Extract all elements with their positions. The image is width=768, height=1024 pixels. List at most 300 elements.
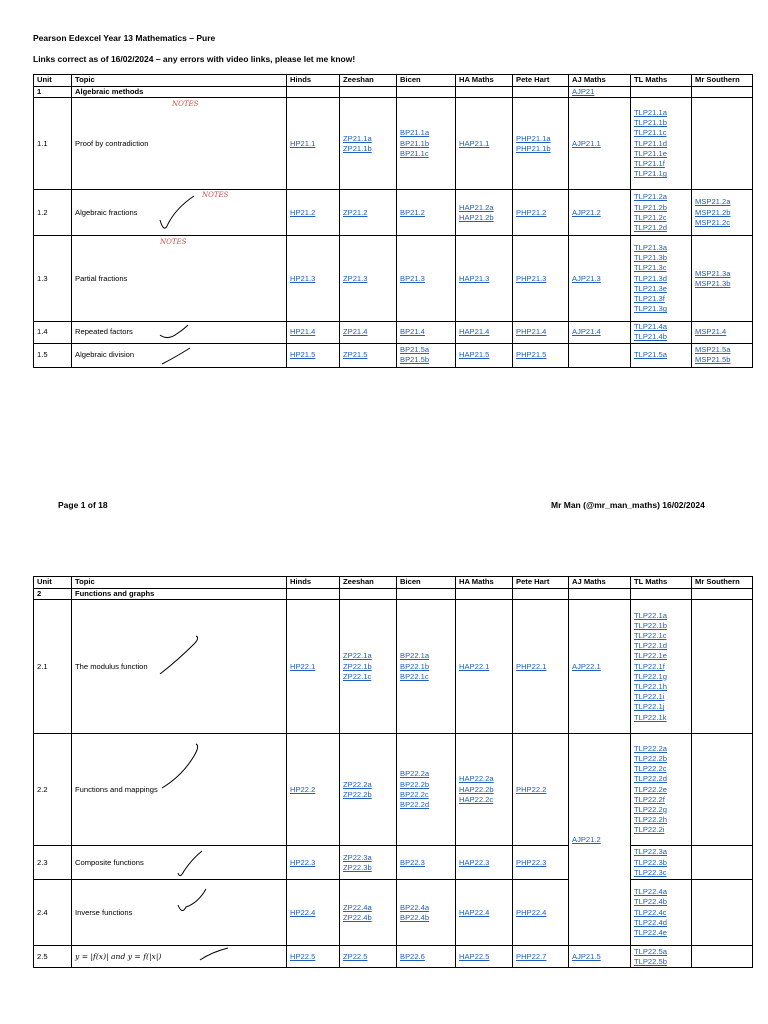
bicen-cell: [397, 946, 456, 968]
video-link[interactable]: TLP21.3b: [634, 253, 667, 263]
video-link[interactable]: ZP22.1b: [343, 661, 372, 671]
video-link[interactable]: ZP21.1b: [343, 143, 372, 153]
column-header: Unit: [34, 577, 72, 589]
video-link[interactable]: MSP21.3a: [695, 268, 731, 278]
video-link[interactable]: HAP22.4: [459, 907, 490, 917]
mr-southern-cell: [692, 946, 753, 968]
column-header: Zeeshan: [340, 75, 397, 87]
empty-cell: [513, 87, 569, 98]
video-link[interactable]: TLP21.1f: [634, 159, 665, 168]
section-row: [34, 589, 753, 600]
topic-label: Algebraic fractions: [75, 207, 138, 217]
video-link[interactable]: PHP22.3: [516, 857, 547, 867]
handwritten-tick-icon: [160, 742, 204, 792]
hinds-cell: [287, 880, 340, 946]
video-link[interactable]: TLP21.2b: [634, 202, 667, 212]
table-row: [34, 343, 753, 367]
video-link[interactable]: BP21.5a: [400, 344, 430, 354]
tl-maths-cell: [631, 946, 692, 968]
video-link[interactable]: HP22.4: [290, 907, 316, 917]
video-link[interactable]: TLP21.5a: [634, 350, 667, 359]
mr-southern-cell: [692, 236, 753, 322]
zeeshan-cell: [340, 322, 397, 343]
video-link[interactable]: TLP22.5a: [634, 946, 667, 956]
unit-cell: 1.5: [34, 343, 72, 367]
video-link[interactable]: BP22.3: [400, 857, 425, 867]
ha-maths-cell: [456, 343, 513, 367]
table-row: [34, 946, 753, 968]
video-link[interactable]: MSP21.5a: [695, 344, 731, 354]
links-table-1: [33, 74, 753, 368]
page-label: Page: [58, 500, 81, 510]
zeeshan-cell: [340, 734, 397, 846]
column-header: HA Maths: [456, 577, 513, 589]
video-link[interactable]: TLP22.4e: [634, 928, 667, 937]
aj-maths-cell: [569, 98, 631, 190]
video-link[interactable]: TLP22.1c: [634, 630, 667, 640]
handwritten-tick-icon: [158, 634, 202, 684]
video-link[interactable]: TLP22.1d: [634, 641, 667, 651]
zeeshan-cell: [340, 343, 397, 367]
video-link[interactable]: TLP22.1f: [634, 661, 665, 671]
video-link[interactable]: PHP21.1b: [516, 143, 551, 153]
video-link[interactable]: AJP21.1: [572, 138, 601, 148]
video-link[interactable]: HAP22.2a: [459, 774, 494, 784]
document-title: Pearson Edexcel Year 13 Mathematics – Pure: [33, 33, 216, 43]
aj-maths-cell: [569, 734, 631, 946]
column-header: HA Maths: [456, 75, 513, 87]
bicen-cell: [397, 600, 456, 734]
video-link[interactable]: AJP21: [572, 87, 595, 96]
ha-maths-cell: [456, 880, 513, 946]
video-link[interactable]: HAP21.3: [459, 273, 490, 283]
empty-cell: [397, 87, 456, 98]
bicen-cell: [397, 734, 456, 846]
video-link[interactable]: TLP22.1b: [634, 620, 667, 630]
video-link[interactable]: AJP22.1: [572, 661, 601, 671]
ha-maths-cell: [456, 946, 513, 968]
column-header: Pete Hart: [513, 577, 569, 589]
mr-southern-cell: [692, 880, 753, 946]
video-link[interactable]: PHP22.1: [516, 661, 547, 671]
video-link[interactable]: TLP22.1a: [634, 610, 667, 620]
pete-hart-cell: [513, 236, 569, 322]
video-link[interactable]: TLP22.3b: [634, 857, 667, 867]
video-link[interactable]: BP21.4: [400, 327, 425, 337]
hinds-cell: [287, 98, 340, 190]
video-link[interactable]: BP22.2d: [400, 799, 430, 809]
video-link[interactable]: TLP22.2i: [634, 825, 665, 835]
video-link[interactable]: HAP22.1: [459, 661, 490, 671]
handwritten-tick-icon: [160, 346, 194, 366]
video-link[interactable]: TLP21.2d: [634, 222, 667, 232]
video-link[interactable]: ZP22.3b: [343, 862, 372, 872]
empty-cell: [456, 589, 513, 600]
unit-cell: 2: [34, 589, 72, 600]
video-link[interactable]: ZP21.4: [343, 327, 368, 337]
video-link[interactable]: HAP21.5: [459, 350, 490, 359]
video-link[interactable]: BP22.4a: [400, 902, 430, 912]
video-link[interactable]: TLP21.3f: [634, 294, 665, 303]
pete-hart-cell: [513, 946, 569, 968]
bicen-cell: [397, 343, 456, 367]
video-link[interactable]: HP22.5: [290, 951, 316, 961]
handwritten-note: NOTES: [172, 100, 199, 109]
tl-maths-cell: [631, 734, 692, 846]
video-link[interactable]: BP22.6: [400, 951, 425, 961]
topic-cell: [72, 734, 287, 846]
topic-label: Algebraic division: [75, 350, 135, 359]
video-link[interactable]: BP21.1a: [400, 128, 430, 138]
video-link[interactable]: TLP21.3d: [634, 273, 667, 283]
column-header: AJ Maths: [569, 577, 631, 589]
topic-cell: Functions and graphs: [72, 589, 287, 600]
topic-cell: [72, 236, 287, 322]
video-link[interactable]: HAP22.2c: [459, 794, 494, 804]
empty-cell: [456, 87, 513, 98]
video-link[interactable]: HAP21.1: [459, 138, 490, 148]
topic-cell: [72, 600, 287, 734]
handwritten-note: NOTES: [202, 191, 229, 200]
table-row: [34, 600, 753, 734]
aj-maths-cell: [569, 190, 631, 236]
tl-maths-cell: [631, 880, 692, 946]
video-link[interactable]: AJP21.2: [572, 834, 601, 844]
video-link[interactable]: TLP21.4b: [634, 332, 667, 342]
video-link[interactable]: ZP21.2: [343, 207, 368, 217]
bicen-cell: [397, 322, 456, 343]
unit-cell: 2.2: [34, 734, 72, 846]
hinds-cell: [287, 322, 340, 343]
column-header: TL Maths: [631, 577, 692, 589]
hinds-cell: [287, 190, 340, 236]
video-link[interactable]: ZP22.1a: [343, 651, 372, 661]
page-number: 1: [80, 500, 86, 510]
video-link[interactable]: TLP21.1e: [634, 148, 667, 158]
video-link[interactable]: MSP21.2b: [695, 207, 731, 217]
topic-cell: [72, 98, 287, 190]
empty-cell: [513, 589, 569, 600]
video-link[interactable]: TLP22.1g: [634, 671, 667, 681]
video-link[interactable]: TLP22.5b: [634, 956, 667, 966]
aj-maths-cell: [569, 589, 631, 600]
mr-southern-cell: [692, 98, 753, 190]
video-link[interactable]: ZP22.1c: [343, 671, 372, 681]
mr-southern-cell: [692, 190, 753, 236]
zeeshan-cell: [340, 190, 397, 236]
unit-cell: 2.4: [34, 880, 72, 946]
video-link[interactable]: AJP21.4: [572, 327, 601, 337]
pete-hart-cell: [513, 190, 569, 236]
zeeshan-cell: [340, 846, 397, 880]
unit-cell: 2.5: [34, 946, 72, 968]
ha-maths-cell: [456, 190, 513, 236]
video-link[interactable]: HP21.5: [290, 350, 316, 359]
mr-southern-cell: [692, 600, 753, 734]
table-row: [34, 236, 753, 322]
video-link[interactable]: TLP22.1j: [634, 702, 665, 712]
empty-cell: [340, 589, 397, 600]
topic-label: Proof by contradiction: [75, 138, 149, 148]
video-link[interactable]: HP22.1: [290, 661, 316, 671]
video-link[interactable]: TLP22.2h: [634, 815, 667, 825]
video-link[interactable]: ZP22.2a: [343, 779, 372, 789]
pete-hart-cell: [513, 880, 569, 946]
video-link[interactable]: TLP22.2a: [634, 743, 667, 753]
video-link[interactable]: ZP21.1a: [343, 133, 372, 143]
mr-southern-cell: [692, 322, 753, 343]
tl-maths-cell: [631, 236, 692, 322]
handwritten-tick-icon: [158, 194, 198, 232]
video-link[interactable]: TLP22.4b: [634, 897, 667, 907]
video-link[interactable]: BP21.1c: [400, 148, 429, 158]
video-link[interactable]: TLP21.1b: [634, 118, 667, 128]
topic-label: Inverse functions: [75, 907, 133, 917]
tl-maths-cell: [631, 846, 692, 880]
video-link[interactable]: BP22.4b: [400, 912, 430, 922]
tl-maths-cell: [631, 98, 692, 190]
bicen-cell: [397, 98, 456, 190]
unit-cell: 2.1: [34, 600, 72, 734]
topic-label: Functions and mappings: [75, 784, 158, 794]
video-link[interactable]: MSP21.4: [695, 327, 727, 337]
bicen-cell: [397, 236, 456, 322]
zeeshan-cell: [340, 600, 397, 734]
video-link[interactable]: BP21.1b: [400, 138, 430, 148]
mr-southern-cell: [692, 343, 753, 367]
topic-label: Repeated factors: [75, 327, 133, 337]
video-link[interactable]: TLP22.2b: [634, 753, 667, 763]
unit-cell: 1.4: [34, 322, 72, 343]
video-link[interactable]: PHP21.5: [516, 350, 547, 359]
unit-cell: 1.2: [34, 190, 72, 236]
column-header: AJ Maths: [569, 75, 631, 87]
video-link[interactable]: TLP22.3c: [634, 867, 667, 877]
video-link[interactable]: BP22.1c: [400, 671, 429, 681]
hinds-cell: [287, 846, 340, 880]
table-row: [34, 98, 753, 190]
video-link[interactable]: TLP22.1h: [634, 682, 667, 691]
hinds-cell: [287, 734, 340, 846]
aj-maths-cell: [569, 322, 631, 343]
video-link[interactable]: TLP21.3g: [634, 304, 667, 314]
video-link[interactable]: HP22.2: [290, 784, 316, 794]
video-link[interactable]: ZP22.5: [343, 951, 368, 961]
video-link[interactable]: TLP22.2d: [634, 774, 667, 784]
pete-hart-cell: [513, 734, 569, 846]
topic-cell: [72, 946, 287, 968]
column-header: Topic: [72, 577, 287, 589]
video-link[interactable]: TLP21.1d: [634, 138, 667, 148]
column-header: Hinds: [287, 75, 340, 87]
mr-southern-cell: [692, 846, 753, 880]
column-header: TL Maths: [631, 75, 692, 87]
video-link[interactable]: TLP22.4a: [634, 887, 667, 897]
table-row: [34, 880, 753, 946]
column-header: Unit: [34, 75, 72, 87]
video-link[interactable]: HAP21.4: [459, 327, 490, 337]
document-subtitle: Links correct as of 16/02/2024 – any errors with video links, please let me know!: [33, 54, 356, 64]
video-link[interactable]: PHP21.2: [516, 207, 547, 217]
video-link[interactable]: HAP22.2b: [459, 784, 494, 794]
video-link[interactable]: ZP21.3: [343, 273, 368, 283]
video-link[interactable]: BP22.2b: [400, 779, 430, 789]
video-link[interactable]: HAP22.5: [459, 951, 490, 961]
video-link[interactable]: ZP22.4a: [343, 902, 372, 912]
video-link[interactable]: TLP21.2a: [634, 192, 667, 202]
topic-cell: [72, 190, 287, 236]
hinds-cell: [287, 946, 340, 968]
page-total: 18: [98, 500, 108, 510]
page-footer-author: Mr Man (@mr_man_maths) 16/02/2024: [551, 500, 705, 510]
video-link[interactable]: TLP21.3c: [634, 263, 667, 273]
video-link[interactable]: TLP22.1i: [634, 692, 665, 702]
empty-cell: [340, 87, 397, 98]
video-link[interactable]: MSP21.3b: [695, 278, 731, 288]
video-link[interactable]: HAP21.2b: [459, 212, 494, 222]
video-link[interactable]: TLP22.2f: [634, 794, 665, 804]
table-row: [34, 322, 753, 343]
video-link[interactable]: TLP22.2c: [634, 764, 667, 774]
video-link[interactable]: TLP22.3a: [634, 847, 667, 857]
aj-maths-cell: [569, 236, 631, 322]
zeeshan-cell: [340, 880, 397, 946]
column-header: Pete Hart: [513, 75, 569, 87]
zeeshan-cell: [340, 98, 397, 190]
unit-cell: 1.1: [34, 98, 72, 190]
unit-cell: 2.3: [34, 846, 72, 880]
video-link[interactable]: ZP21.5: [343, 350, 368, 359]
video-link[interactable]: TLP21.1a: [634, 107, 667, 117]
tl-maths-cell: [631, 322, 692, 343]
table-header-row: [34, 75, 753, 87]
ha-maths-cell: [456, 322, 513, 343]
empty-cell: [631, 589, 692, 600]
pete-hart-cell: [513, 343, 569, 367]
video-link[interactable]: MSP21.2c: [695, 217, 731, 227]
zeeshan-cell: [340, 236, 397, 322]
handwritten-note: NOTES: [160, 238, 187, 247]
video-link[interactable]: HP21.1: [290, 138, 316, 148]
column-header: Hinds: [287, 577, 340, 589]
video-link[interactable]: PHP22.4: [516, 907, 547, 917]
zeeshan-cell: [340, 946, 397, 968]
video-link[interactable]: HP21.4: [290, 327, 316, 337]
video-link[interactable]: TLP21.3a: [634, 242, 667, 252]
video-link[interactable]: BP21.2: [400, 207, 425, 217]
bicen-cell: [397, 846, 456, 880]
video-link[interactable]: BP22.1b: [400, 661, 430, 671]
video-link[interactable]: BP22.1a: [400, 651, 430, 661]
video-link[interactable]: TLP21.3e: [634, 283, 667, 293]
topic-cell: [72, 322, 287, 343]
video-link[interactable]: BP22.2c: [400, 789, 429, 799]
video-link[interactable]: PHP21.1a: [516, 133, 551, 143]
topic-cell: [72, 846, 287, 880]
video-link[interactable]: BP22.2a: [400, 769, 430, 779]
video-link[interactable]: ZP22.4b: [343, 912, 372, 922]
table-header-row: [34, 577, 753, 589]
video-link[interactable]: HAP21.2a: [459, 202, 494, 212]
handwritten-tick-icon: [176, 885, 210, 935]
video-link[interactable]: BP21.3: [400, 273, 425, 283]
video-link[interactable]: PHP21.3: [516, 273, 547, 283]
tl-maths-cell: [631, 190, 692, 236]
topic-label: y = |f(x)| and y = f(|x|): [75, 951, 162, 961]
column-header: Bicen: [397, 75, 456, 87]
ha-maths-cell: [456, 236, 513, 322]
video-link[interactable]: HP22.3: [290, 857, 316, 867]
ha-maths-cell: [456, 846, 513, 880]
hinds-cell: [287, 600, 340, 734]
video-link[interactable]: BP21.5b: [400, 355, 430, 365]
video-link[interactable]: TLP22.2e: [634, 784, 667, 794]
column-header: Bicen: [397, 577, 456, 589]
topic-label: Composite functions: [75, 857, 144, 867]
video-link[interactable]: HP21.2: [290, 207, 316, 217]
video-link[interactable]: AJP21.5: [572, 951, 601, 961]
hinds-cell: [287, 343, 340, 367]
ha-maths-cell: [456, 734, 513, 846]
topic-label: The modulus function: [75, 661, 148, 671]
ha-maths-cell: [456, 98, 513, 190]
video-link[interactable]: MSP21.2a: [695, 197, 731, 207]
pete-hart-cell: [513, 98, 569, 190]
page-of-label: of: [85, 500, 99, 510]
video-link[interactable]: TLP22.4c: [634, 907, 667, 917]
video-link[interactable]: TLP21.1g: [634, 169, 667, 179]
video-link[interactable]: PHP21.4: [516, 327, 547, 337]
handwritten-tick-icon: [158, 323, 192, 341]
video-link[interactable]: HP21.3: [290, 273, 316, 283]
column-header: Zeeshan: [340, 577, 397, 589]
table-row: [34, 190, 753, 236]
column-header: Mr Southern: [692, 75, 753, 87]
aj-maths-cell: [569, 343, 631, 367]
video-link[interactable]: TLP22.1e: [634, 651, 667, 661]
video-link[interactable]: ZP22.2b: [343, 789, 372, 799]
video-link[interactable]: ZP22.3a: [343, 852, 372, 862]
video-link[interactable]: TLP21.2c: [634, 212, 667, 222]
handwritten-tick-icon: [176, 849, 206, 880]
video-link[interactable]: TLP22.1k: [634, 712, 667, 722]
table-row: [34, 846, 753, 880]
video-link[interactable]: TLP21.4a: [634, 322, 667, 332]
topic-cell: Algebraic methods: [72, 87, 287, 98]
topic-cell: [72, 343, 287, 367]
section-row: [34, 87, 753, 98]
video-link[interactable]: MSP21.5b: [695, 355, 731, 365]
video-link[interactable]: HAP22.3: [459, 857, 490, 867]
aj-maths-cell: [569, 87, 631, 98]
video-link[interactable]: AJP21.3: [572, 273, 601, 283]
video-link[interactable]: PHP22.7: [516, 951, 547, 961]
video-link[interactable]: TLP22.4d: [634, 917, 667, 927]
video-link[interactable]: PHP22.2: [516, 784, 547, 794]
topic-cell: [72, 880, 287, 946]
hinds-cell: [287, 236, 340, 322]
unit-cell: 1: [34, 87, 72, 98]
video-link[interactable]: TLP21.1c: [634, 128, 667, 138]
video-link[interactable]: AJP21.2: [572, 207, 601, 217]
table-row: [34, 734, 753, 846]
empty-cell: [631, 87, 692, 98]
bicen-cell: [397, 190, 456, 236]
column-header: Mr Southern: [692, 577, 753, 589]
page-footer-left: [58, 500, 108, 510]
video-link[interactable]: TLP22.2g: [634, 805, 667, 814]
ha-maths-cell: [456, 600, 513, 734]
